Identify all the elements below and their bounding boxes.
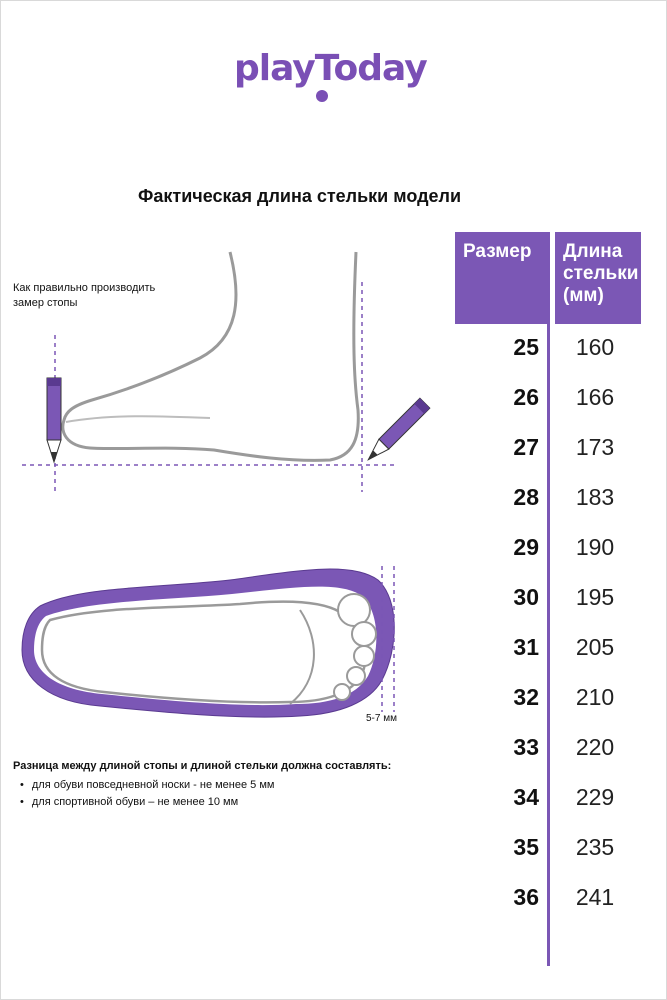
note-heading: Разница между длиной стопы и длиной стельки должна составлять:	[13, 760, 392, 772]
logo-graphic	[230, 44, 440, 104]
length-cell: 173	[575, 434, 615, 460]
table-row	[455, 480, 645, 520]
size-cell: 36	[513, 884, 539, 910]
size-cell: 28	[513, 484, 539, 510]
length-cell: 220	[575, 734, 615, 760]
table-row	[455, 730, 645, 770]
table-row	[455, 530, 645, 570]
measure-caption: Как правильно производить замер стопы	[13, 282, 156, 309]
pencil-icon	[47, 378, 61, 462]
size-cell: 25	[513, 334, 539, 360]
length-cell: 183	[575, 484, 615, 510]
length-cell: 235	[575, 834, 615, 860]
length-cell: 205	[575, 634, 615, 660]
table-row	[455, 430, 645, 470]
note-item-text: для обуви повседневной носки - не менее 5 мм	[31, 779, 275, 791]
table-row	[455, 680, 645, 720]
size-cell: 33	[513, 734, 539, 760]
size-cell: 35	[513, 834, 539, 860]
note-item	[20, 777, 274, 794]
foot-top-outline	[42, 602, 366, 703]
size-cell: 27	[513, 434, 539, 460]
size-cell: 29	[513, 534, 539, 560]
length-cell: 241	[575, 884, 615, 910]
table-row	[455, 630, 645, 670]
length-cell: 229	[575, 784, 615, 810]
header-size	[455, 232, 547, 324]
length-cell: 210	[575, 684, 615, 710]
table-row	[455, 780, 645, 820]
length-cell: 160	[575, 334, 615, 360]
table-row	[455, 580, 645, 620]
table-row	[455, 330, 645, 370]
size-cell: 31	[513, 634, 539, 660]
length-cell: 195	[575, 584, 615, 610]
header-length-label: Длина стельки (мм)	[563, 241, 639, 306]
size-cell: 32	[513, 684, 539, 710]
header-size-label: Размер	[463, 241, 532, 262]
size-cell: 30	[513, 584, 539, 610]
foot-toe-line	[66, 416, 210, 422]
pencil-icon	[363, 398, 429, 464]
table-row	[455, 830, 645, 870]
brand-logo	[230, 44, 440, 104]
length-cell: 166	[575, 384, 615, 410]
page-title: Фактическая длина стельки модели	[138, 186, 462, 206]
header-length	[555, 232, 641, 324]
svg-text:playToday: playToday	[234, 48, 427, 89]
note-list	[20, 777, 274, 811]
size-cell: 26	[513, 384, 539, 410]
foot-diagram	[0, 240, 440, 740]
gap-label: 5-7 мм	[366, 713, 397, 724]
foot-side-outline	[63, 252, 358, 460]
length-cell: 190	[575, 534, 615, 560]
table-row	[455, 380, 645, 420]
table-row	[455, 880, 645, 920]
size-cell: 34	[513, 784, 539, 810]
note-item-text: для спортивной обуви – не менее 10 мм	[31, 796, 239, 808]
note-item	[20, 794, 274, 811]
